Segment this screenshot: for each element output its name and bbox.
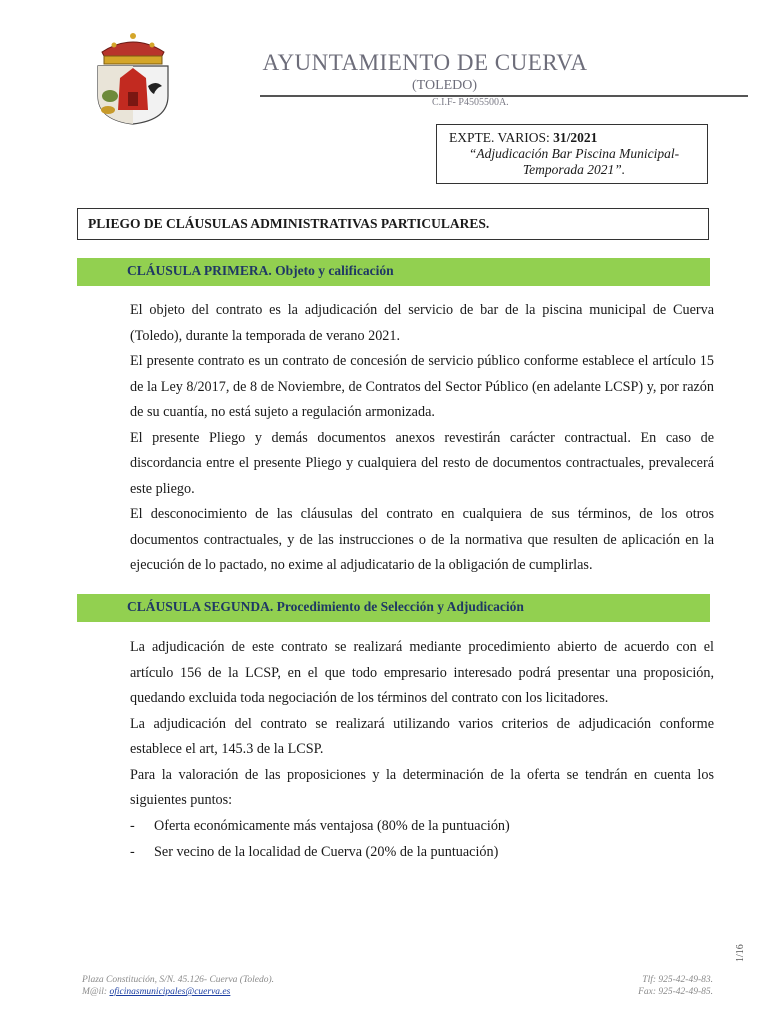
list-item [130,814,510,840]
expediente-number: 31/2021 [553,130,598,145]
footer-fax: Fax: 925-42-49-85. [638,987,713,997]
footer-address: Plaza Constitución, S/N. 45.126- Cuerva (Toledo). [82,975,275,985]
email-link[interactable]: oficinasmunicipales@cuerva.es [109,987,231,997]
footer-contact [82,974,274,998]
expediente-description: “Adjudicación Bar Piscina Municipal-Temporada 2021”. [468,146,680,177]
organization-title: AYUNTAMIENTO DE CUERVA [262,50,588,75]
clause-2-paragraph-3: Para la valoración de las proposiciones y la determinación de la oferta se tendrán en cuenta los siguientes puntos: [130,766,714,808]
page-number: 1/16 [735,944,746,962]
clause-1-body [82,298,714,579]
cif-number: C.I.F- P4505500A. [432,97,509,108]
clause-1-heading: CLÁUSULA PRIMERA. Objeto y calificación [77,258,710,286]
organization-province: (TOLEDO) [412,78,478,93]
municipal-crest-logo [90,30,176,126]
footer-mail-label: M@il: [82,987,110,997]
clause-2-heading: CLÁUSULA SEGUNDA. Procedimiento de Selección y Adjudicación [77,594,710,622]
expediente-label: EXPTE. VARIOS: [449,130,554,145]
bullet-marker: - [130,843,135,860]
criteria-list [130,814,510,865]
footer-phone: Tlf: 925-42-49-83. [642,975,713,985]
list-item [130,840,510,866]
clause-2-paragraph-2: La adjudicación del contrato se realizará utilizando varios criterios de adjudicación conforme establece el art, 145.3 de la LCSP. [130,715,714,757]
clause-2-body [82,635,714,814]
footer-phones [560,974,713,998]
clause-1-paragraph-1: El objeto del contrato es la adjudicación del servicio de bar de la piscina municipal de Cuerva (Toledo), durante la temporada de verano 2021. [130,302,714,344]
clause-1-paragraph-2: El presente contrato es un contrato de concesión de servicio público conforme establece el artículo 15 de la Ley 8/2017, de 8 de Noviembre, de Contratos del Sector Público (en adelante LCSP) y, por razón de su cuantía, no está sujeto a regulación armonizada. [130,353,714,420]
expediente-box [436,124,708,184]
clause-1-paragraph-3: El presente Pliego y demás documentos anexos revestirán carácter contractual. En caso de discordancia entre el presente Pliego y cualquiera del resto de documentos contractuales, prevalecerá este pliego. [130,429,714,497]
list-item-text: Ser vecino de la localidad de Cuerva (20% de la puntuación) [154,843,499,860]
document-title: PLIEGO DE CLÁUSULAS ADMINISTRATIVAS PARTICULARES. [77,208,709,240]
list-item-text: Oferta económicamente más ventajosa (80% de la puntuación) [154,818,510,834]
bullet-marker: - [130,818,135,834]
clause-2-paragraph-1: La adjudicación de este contrato se realizará mediante procedimiento abierto de acuerdo con el artículo 156 de la LCSP, en el que todo empresario interesado podrá presentar una proposición, quedando excluida toda negociación de los términos del contrato con los licitadores. [130,639,714,706]
clause-1-paragraph-4: El desconocimiento de las cláusulas del contrato en cualquiera de sus términos, de los otros documentos contractuales, y de las instrucciones o de la normativa que resulten de aplicación en la ejecución de lo pactado, no exime al adjudicatario de la obligación de cumplirlas. [130,506,714,573]
